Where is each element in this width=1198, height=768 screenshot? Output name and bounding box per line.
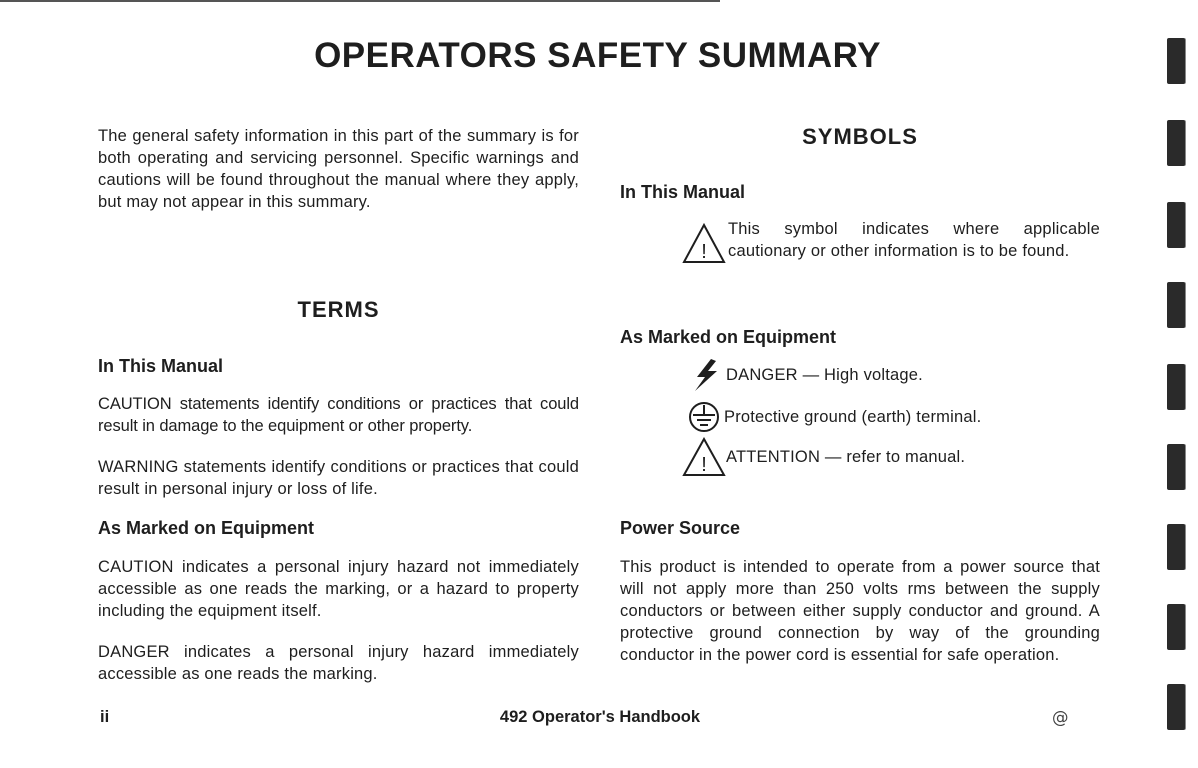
- warning-statement: WARNING statements identify conditions or practices that could result in personal injury or loss of life.: [98, 458, 579, 498]
- power-source-heading: Power Source: [620, 518, 741, 538]
- symbol-text-attention: ATTENTION — refer to manual.: [726, 447, 966, 466]
- attention-triangle-icon: [682, 438, 726, 476]
- symbols-heading: SYMBOLS: [802, 124, 918, 149]
- danger-marked-statement: DANGER indicates a personal injury hazard immediately accessible as one reads the marking.: [98, 643, 579, 683]
- warning-triangle-icon: [682, 222, 726, 269]
- footer-mark: @: [1052, 708, 1069, 727]
- symbol-row-attention: [682, 438, 965, 476]
- page-title: OPERATORS SAFETY SUMMARY: [314, 36, 881, 75]
- index-tab: [1167, 38, 1185, 84]
- power-source-text: This product is intended to operate from a power source that will not apply more than 250 volts rms between the supply conductors or between either supply conductor and ground. A protective ground connection by way of the grounding conductor in the power cord is essential for safe operation.: [620, 558, 1100, 664]
- index-tab: [1167, 202, 1185, 248]
- terms-marked-heading: As Marked on Equipment: [98, 518, 315, 538]
- index-tab: [1167, 524, 1185, 570]
- index-tab: [1167, 444, 1185, 490]
- caution-marked-statement: CAUTION indicates a personal injury hazard not immediately accessible as one reads the marking, or a hazard to property including the equipment itself.: [98, 558, 579, 620]
- protective-ground-icon: [684, 398, 724, 436]
- intro-paragraph: The general safety information in this part of the summary is for both operating and servicing personnel. Specific warnings and cautions will be found throughout the manual where they apply, but may not appear in this summary.: [98, 127, 579, 211]
- svg-text:!: !: [701, 454, 707, 476]
- symbols-marked-heading: As Marked on Equipment: [620, 327, 837, 347]
- symbol-row-danger: [686, 356, 923, 394]
- svg-text:!: !: [701, 241, 707, 263]
- symbol-text-ground: Protective ground (earth) terminal.: [724, 407, 982, 426]
- symbol-row-ground: [684, 398, 981, 436]
- caution-statement: CAUTION statements identify conditions or practices that could result in damage to the equipment or other property.: [98, 395, 579, 435]
- terms-heading: TERMS: [297, 297, 380, 322]
- symbols-in-manual-heading: In This Manual: [620, 182, 746, 202]
- index-tab: [1167, 604, 1185, 650]
- index-tab: [1167, 364, 1185, 410]
- manual-symbol-text: This symbol indicates where applicable cautionary or other information is to be found.: [728, 220, 1100, 260]
- handbook-title: 492 Operator's Handbook: [499, 708, 701, 726]
- left-column: [98, 0, 579, 768]
- right-column: [620, 0, 1100, 768]
- index-tab: [1167, 120, 1185, 166]
- index-tab: [1167, 684, 1185, 730]
- terms-in-manual-heading: In This Manual: [98, 356, 224, 376]
- page-number: ii: [100, 708, 110, 726]
- symbol-text-danger: DANGER — High voltage.: [726, 365, 923, 384]
- lightning-bolt-icon: [686, 356, 726, 394]
- index-tab: [1167, 282, 1185, 328]
